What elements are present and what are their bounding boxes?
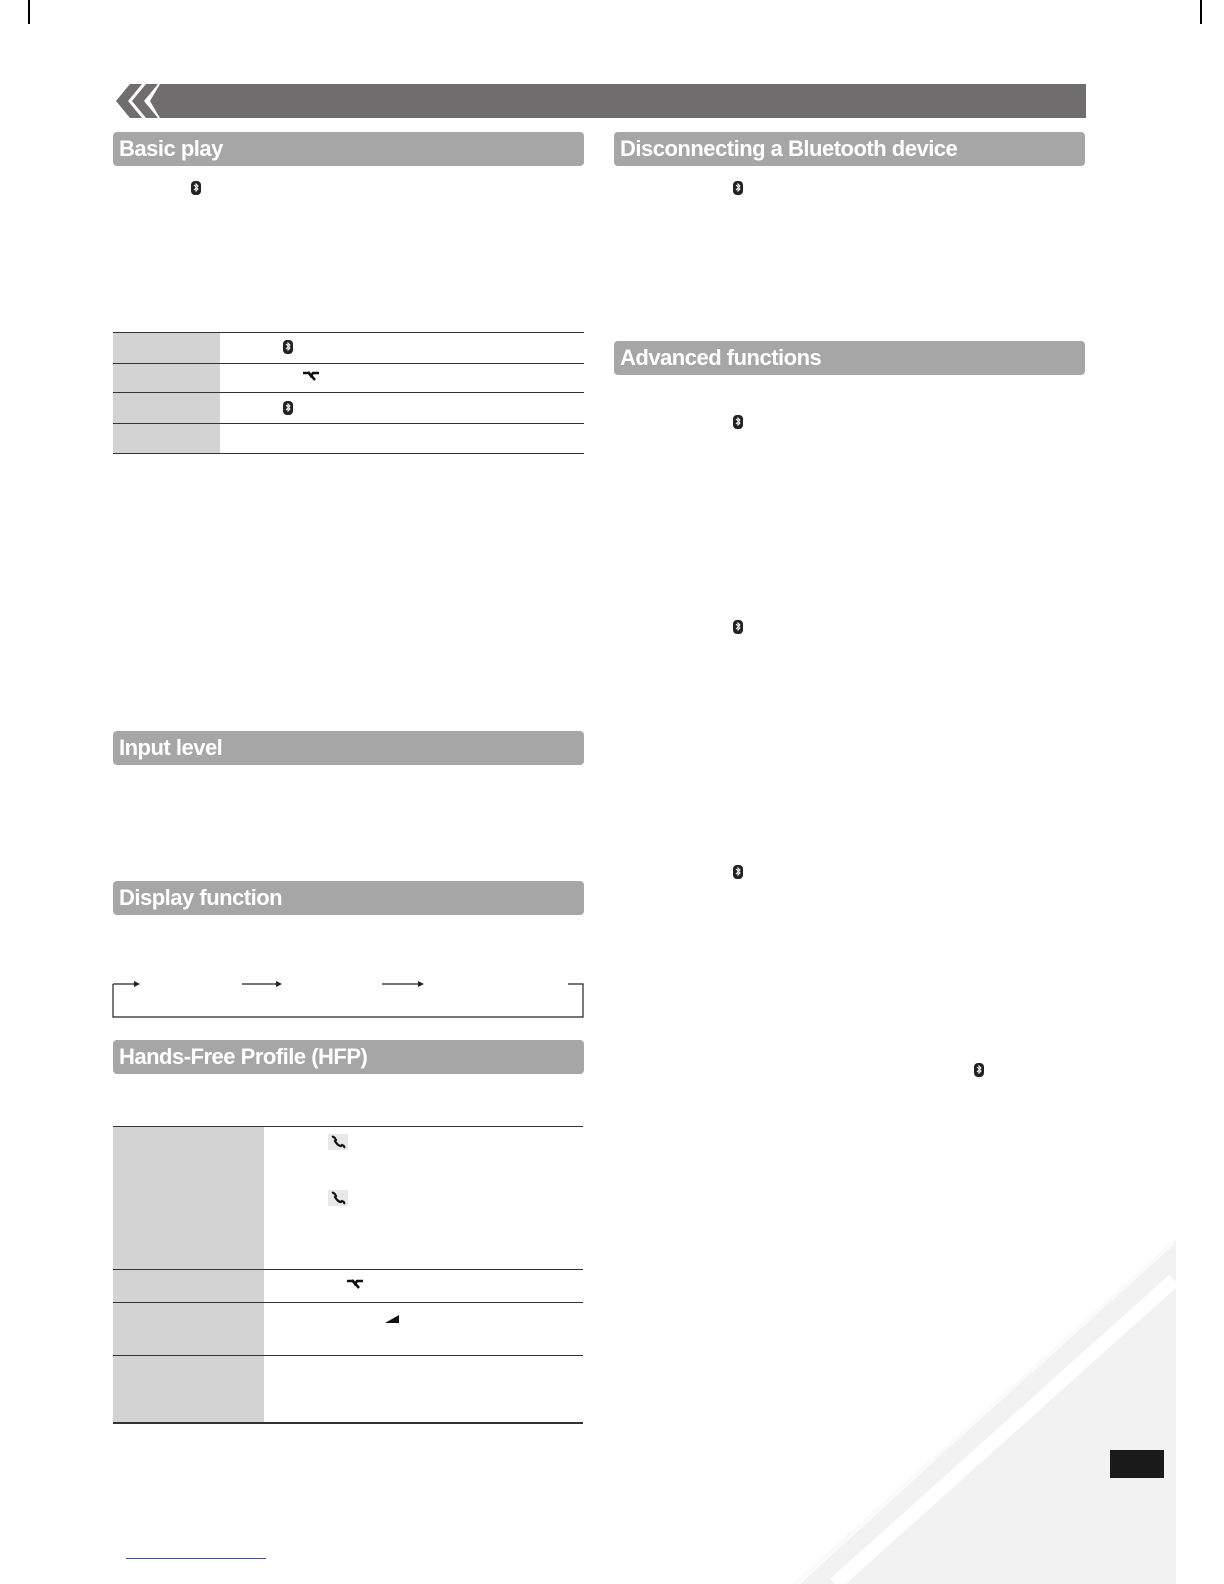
table-label-cell	[113, 1356, 264, 1422]
bluetooth-icon	[733, 865, 743, 879]
chapter-banner	[160, 84, 1086, 118]
table-label-cell	[113, 1303, 264, 1355]
table-rule	[113, 1422, 583, 1424]
hang-up-icon	[346, 1278, 364, 1290]
bluetooth-icon	[733, 620, 743, 634]
decorative-background	[760, 1240, 1176, 1584]
bluetooth-icon	[733, 415, 743, 429]
table-label-cell	[113, 333, 220, 363]
table-label-cell	[113, 364, 220, 392]
chevron-left-icon	[110, 84, 164, 118]
table-label-cell	[113, 393, 220, 423]
crop-mark-top-right	[1200, 0, 1202, 24]
section-header-advanced: Advanced functions	[614, 341, 1085, 375]
section-header-basic-play: Basic play	[113, 132, 584, 166]
bluetooth-icon	[191, 181, 201, 195]
section-header-input-level: Input level	[113, 731, 584, 765]
display-cycle-diagram	[112, 975, 586, 1019]
section-header-hfp: Hands-Free Profile (HFP)	[113, 1040, 584, 1074]
hang-up-icon	[302, 370, 320, 382]
call-icon	[328, 1134, 348, 1150]
bluetooth-icon	[283, 401, 293, 415]
crop-mark-top-left	[28, 0, 30, 24]
call-icon	[328, 1190, 348, 1206]
table-label-cell	[113, 1270, 264, 1302]
bluetooth-icon	[733, 181, 743, 195]
footer-link[interactable]	[126, 1558, 266, 1559]
table-label-cell	[113, 1127, 264, 1269]
section-header-display-function: Display function	[113, 881, 584, 915]
section-header-disconnecting: Disconnecting a Bluetooth device	[614, 132, 1085, 166]
volume-icon	[385, 1314, 399, 1324]
bluetooth-icon	[283, 340, 293, 354]
table-rule	[113, 453, 584, 454]
table-label-cell	[113, 424, 220, 453]
bluetooth-icon	[974, 1063, 984, 1077]
page-number-box	[1110, 1450, 1164, 1478]
